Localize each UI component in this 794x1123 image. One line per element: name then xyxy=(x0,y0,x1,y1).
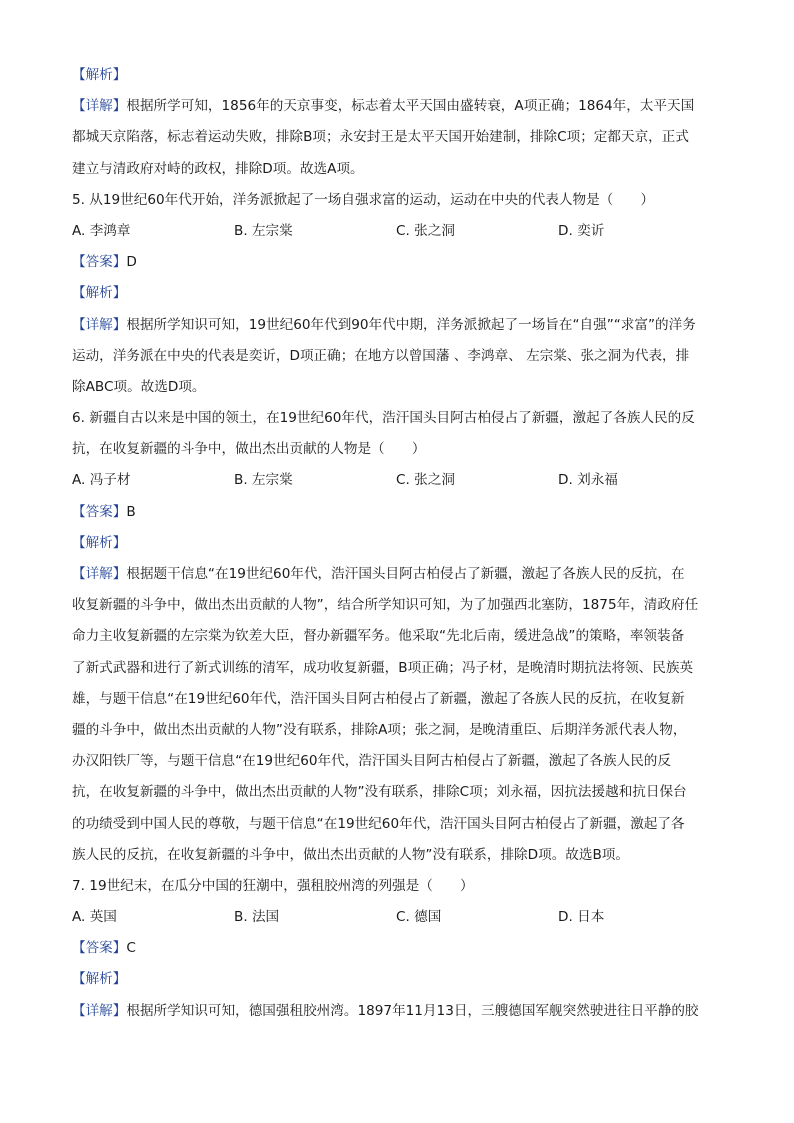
question-6-options xyxy=(72,465,724,496)
detail-text: 根据题干信息“在19世纪60年代，浩汗国头目阿古柏侵占了新疆，激起了各族人民的反抗，在 xyxy=(126,566,685,582)
option-d: D. 日本 xyxy=(558,909,605,926)
option-d: D. 刘永福 xyxy=(558,472,618,489)
document-page xyxy=(72,60,724,1027)
question-7-options xyxy=(72,902,724,933)
option-b: B. 左宗棠 xyxy=(234,222,293,239)
answer-tag: 【答案】 xyxy=(72,940,127,957)
detail-text: 根据所学知识可知，德国强租胶州湾。1897年11月13日，三艘德国军舰突然驶进往日平静的胶 xyxy=(126,1002,699,1019)
question-7-stem: 7. 19世纪末，在瓜分中国的狂潮中，强租胶州湾的列强是（ ） xyxy=(72,877,474,894)
detail-tag: 【详解】 xyxy=(72,566,127,582)
answer-tag: 【答案】 xyxy=(72,254,127,271)
detail-tag: 【详解】 xyxy=(72,1002,127,1019)
analysis-tag: 【解析】 xyxy=(72,534,127,551)
detail-line: 除ABC项。故选D项。 xyxy=(72,378,206,395)
option-a: A. 冯子材 xyxy=(72,472,131,489)
option-c: C. 德国 xyxy=(396,909,442,926)
question-6-answer xyxy=(72,497,724,528)
detail-line: 雄，与题干信息“在19世纪60年代，浩汗国头目阿古柏侵占了新疆，激起了各族人民的反抗，在收复新 xyxy=(72,690,685,707)
option-d: D. 奕䜣 xyxy=(558,222,605,239)
question-7-answer xyxy=(72,933,724,964)
analysis-tag: 【解析】 xyxy=(72,67,127,83)
option-c: C. 张之洞 xyxy=(396,222,455,239)
answer-tag: 【答案】 xyxy=(72,503,127,520)
question-6-stem: 6. 新疆自古以来是中国的领土，在19世纪60年代，浩汗国头目阿古柏侵占了新疆，激起了各族人民的反 xyxy=(72,410,695,427)
detail-line: 命力主收复新疆的左宗棠为钦差大臣，督办新疆军务。他采取“先北后南，缓进急战”的策略，率领装备 xyxy=(72,628,685,645)
detail-line xyxy=(72,559,724,590)
option-b: B. 法国 xyxy=(234,909,280,926)
question-6-stem: 抗，在收复新疆的斗争中，做出杰出贡献的人物是（ ） xyxy=(72,441,426,458)
detail-line: 族人民的反抗，在收复新疆的斗争中，做出杰出贡献的人物”没有联系，排除D项。故选B项。 xyxy=(72,846,629,863)
detail-line: 都城天京陷落，标志着运动失败，排除B项；永安封王是太平天国开始建制，排除C项；定都天京，正式 xyxy=(72,129,689,146)
detail-line xyxy=(72,996,724,1027)
detail-line: 收复新疆的斗争中，做出杰出贡献的人物”，结合所学知识可知，为了加强西北塞防，1875年，清政府任 xyxy=(72,597,699,614)
detail-tag: 【详解】 xyxy=(72,98,127,115)
analysis-tag: 【解析】 xyxy=(72,971,127,988)
detail-line: 建立与清政府对峙的政权，排除D项。故选A项。 xyxy=(72,160,364,177)
detail-line: 了新式武器和进行了新式训练的清军，成功收复新疆，B项正确；冯子材，是晚清时期抗法将领、民族英 xyxy=(72,659,694,676)
detail-line: 办汉阳铁厂等，与题干信息“在19世纪60年代，浩汗国头目阿古柏侵占了新疆，激起了各族人民的反 xyxy=(72,753,671,770)
detail-line: 的功绩受到中国人民的尊敬，与题干信息“在19世纪60年代，浩汗国头目阿古柏侵占了新疆，激起了各 xyxy=(72,815,685,832)
option-a: A. 英国 xyxy=(72,909,117,926)
detail-text: 根据所学可知，1856年的天京事变，标志着太平天国由盛转衰，A项正确；1864年，太平天国 xyxy=(126,98,695,115)
analysis-tag: 【解析】 xyxy=(72,285,127,302)
answer-value: B xyxy=(126,503,136,520)
option-b: B. 左宗棠 xyxy=(234,472,293,489)
detail-line: 疆的斗争中，做出杰出贡献的人物”没有联系，排除A项；张之洞，是晚清重臣、后期洋务派代表人物， xyxy=(72,721,687,738)
question-5-answer xyxy=(72,247,724,278)
answer-value: D xyxy=(126,254,137,271)
detail-tag: 【详解】 xyxy=(72,316,127,333)
option-c: C. 张之洞 xyxy=(396,472,455,489)
option-a: A. 李鸿章 xyxy=(72,222,131,239)
question-5-stem: 5. 从19世纪60年代开始，洋务派掀起了一场自强求富的运动，运动在中央的代表人物是（ ） xyxy=(72,191,655,208)
answer-value: C xyxy=(126,940,136,957)
question-5-options xyxy=(72,216,724,247)
detail-line xyxy=(72,310,724,341)
detail-line: 运动，洋务派在中央的代表是奕䜣，D项正确；在地方以曾国藩 、李鸿章、 左宗棠、张之洞为代表，排 xyxy=(72,347,690,364)
detail-text: 根据所学知识可知，19世纪60年代到90年代中期，洋务派掀起了一场旨在“自强”“求富”的洋务 xyxy=(126,316,696,333)
detail-line xyxy=(72,91,724,122)
detail-line: 抗，在收复新疆的斗争中，做出杰出贡献的人物”没有联系，排除C项；刘永福，因抗法援越和抗日保台 xyxy=(72,784,687,801)
